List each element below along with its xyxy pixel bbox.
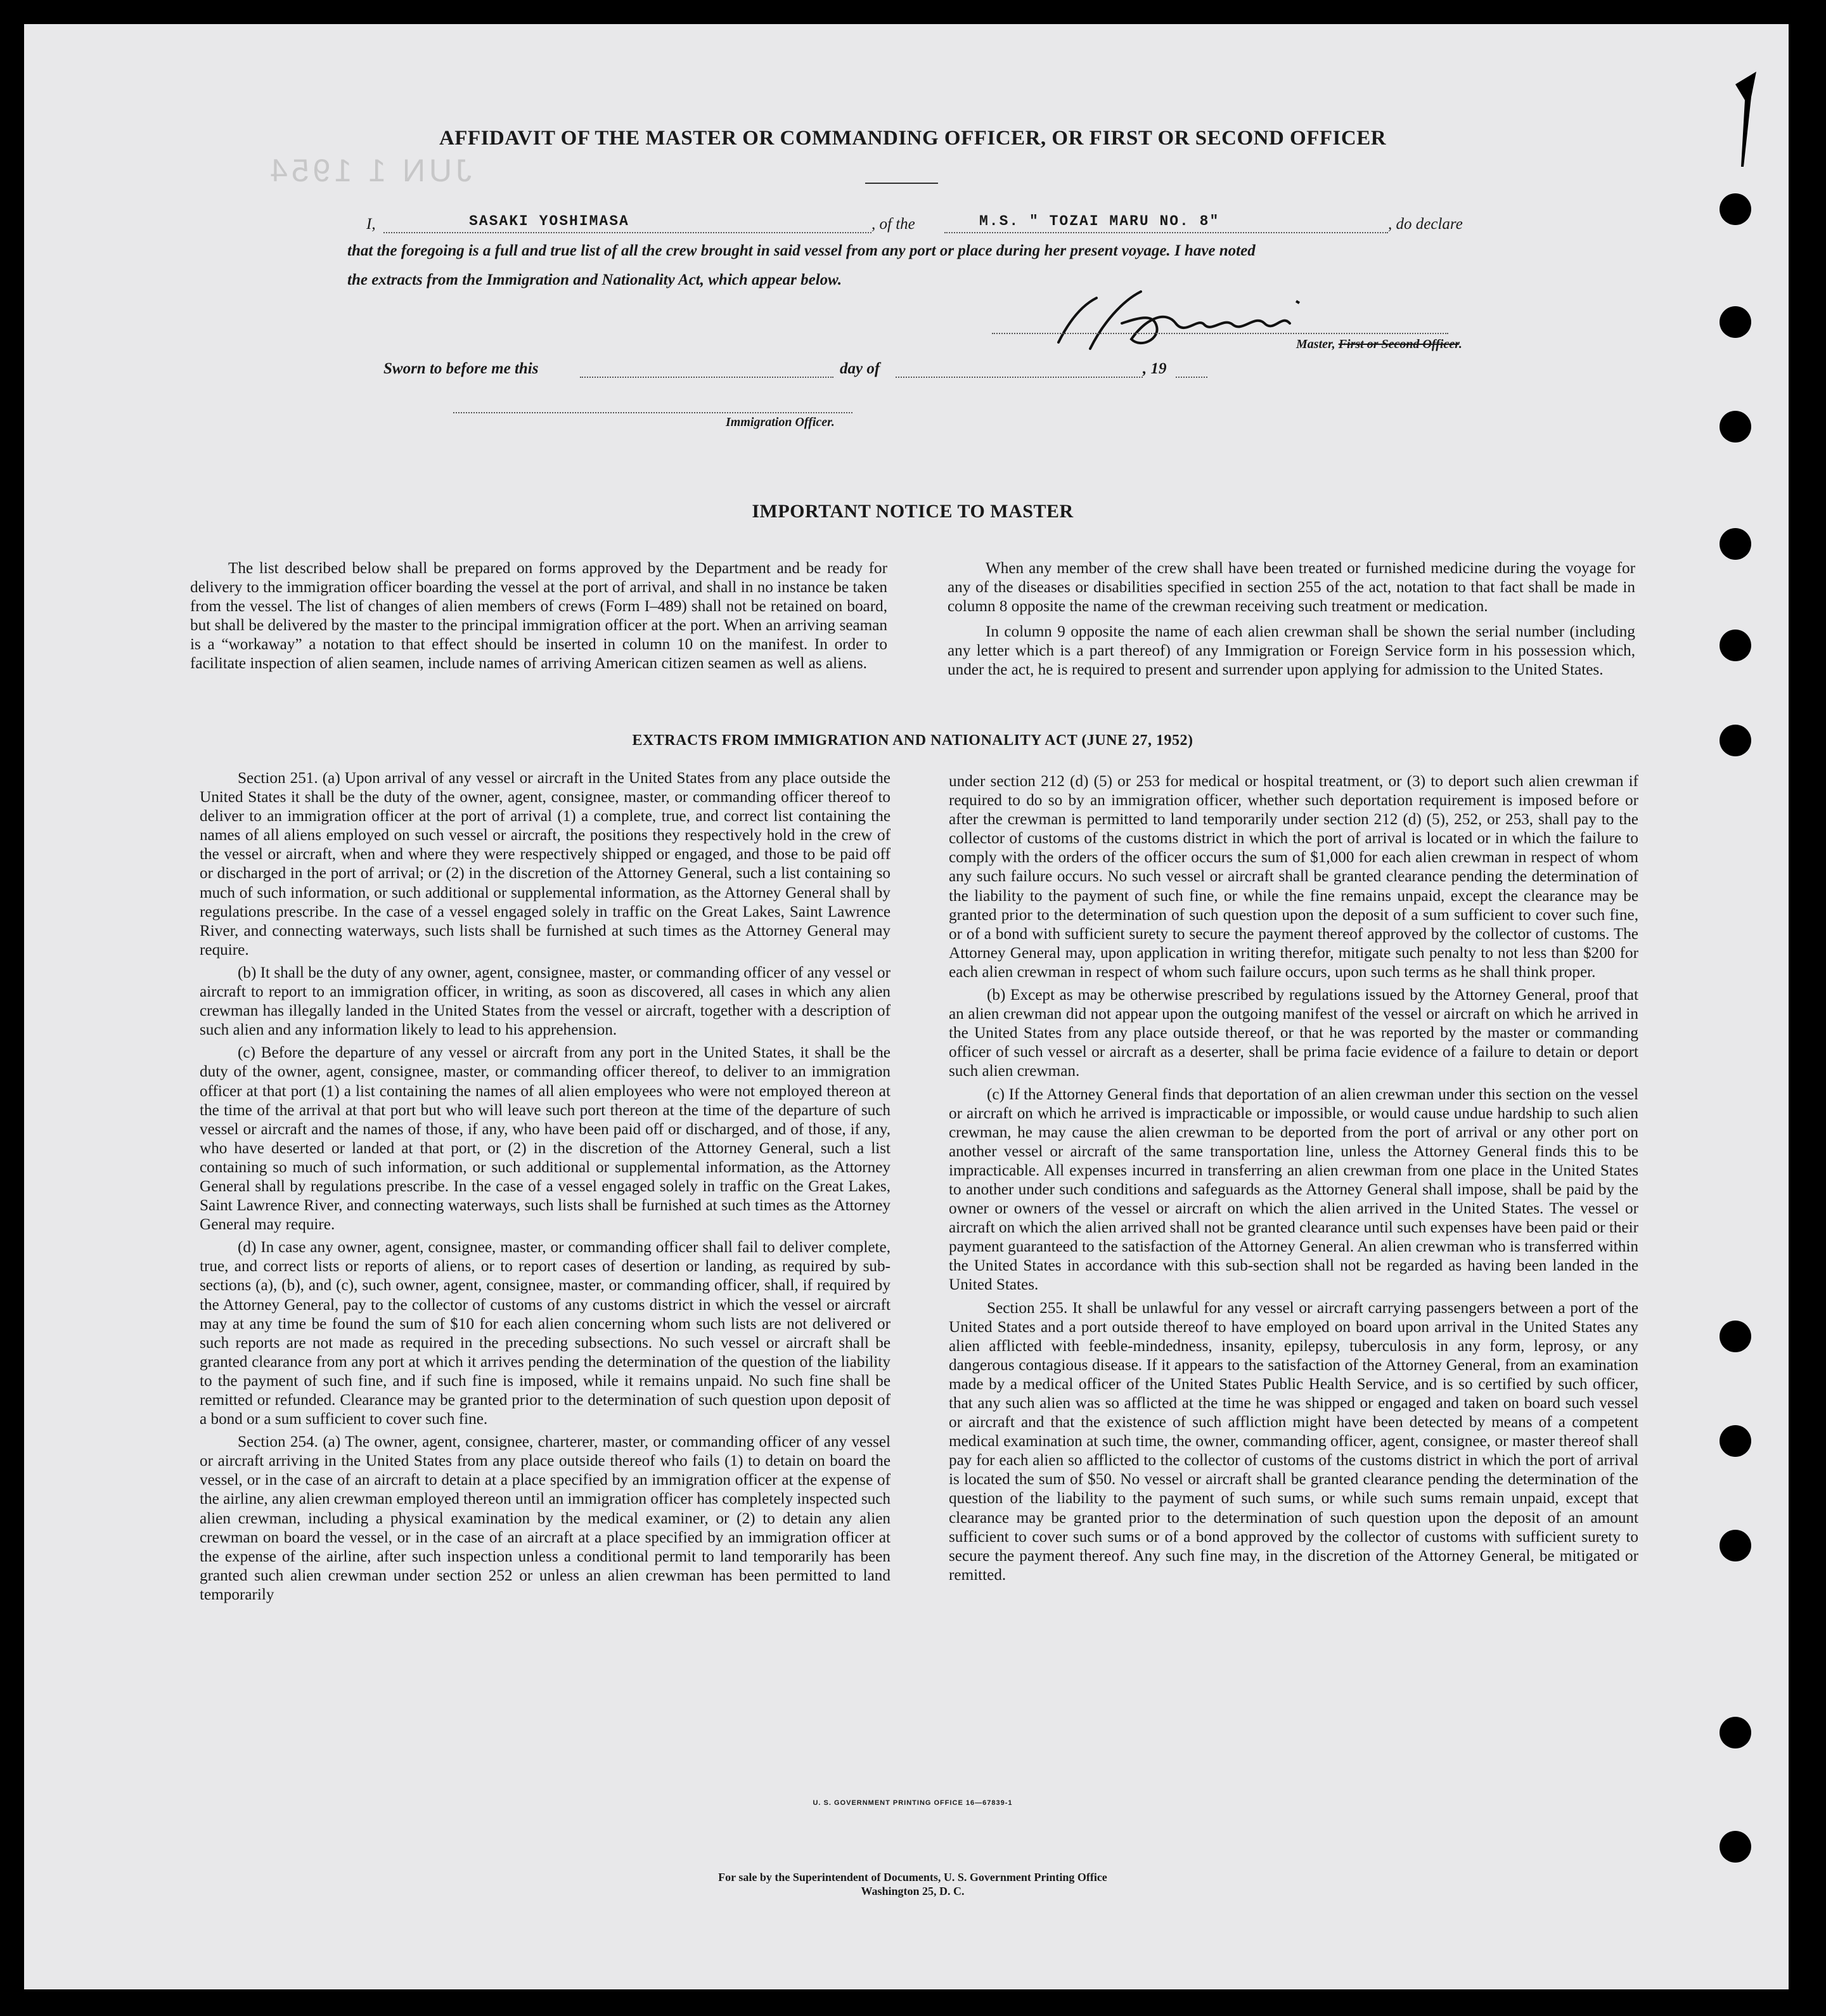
affidavit-title: AFFIDAVIT OF THE MASTER OR COMMANDING OFFICER, OR FIRST OR SECOND OFFICER — [439, 127, 1387, 150]
immigration-officer-caption: Immigration Officer. — [726, 415, 835, 429]
section-251-b: (b) It shall be the duty of any owner, agent, consignee, master, or commanding officer of any vessel or aircraft to report to an immigration officer, in writing, as soon as discovered, all cases in which any alien crewman has illegally landed in the United States from the vessel or aircraft, together with a description of such alien and any information likely to lead to his apprehension. — [200, 964, 890, 1039]
sale-notice-line-1: For sale by the Superintendent of Documents, U. S. Government Printing Office — [718, 1871, 1107, 1884]
extracts-right-column — [949, 772, 1638, 1589]
notice-heading: IMPORTANT NOTICE TO MASTER — [752, 501, 1074, 522]
title-rule — [865, 183, 938, 184]
punch-hole — [1720, 411, 1751, 443]
sworn-label: Sworn to before me this — [383, 360, 539, 377]
of-the-label: , of the — [871, 216, 915, 233]
signature-line — [992, 333, 1448, 334]
sale-notice — [0, 1870, 1825, 1898]
section-254-a-continued: under section 212 (d) (5) or 253 for medical or hospital treatment, or (3) to deport such alien crewman if required to do so by an immigration officer, whether such deportation requirement is imposed before or after the crewman is permitted to land temporarily under section 212 (d) (5), 252, or 253, shall pay to the collector of customs of the customs district in which the port of arrival is located or in which the failure to comply with the orders of the officer occurs the sum of $1,000 for each alien crewman in respect of whom any such failure occurs. No such vessel or aircraft shall be granted clearance pending the determination of the liability to the payment of such fine, or while the fine remains unpaid, except the clearance may be granted prior to the determination of such question upon the deposit of a sum sufficient to cover such fine, or of a bond with sufficient surety to secure the payment thereof approved by the collector of customs. The Attorney General may, upon application in writing therefor, mitigate such penalty to not less than $200 for each alien crewman in respect of whom such failure occurs, upon such terms as he shall think proper. — [949, 773, 1638, 981]
punch-hole — [1720, 1425, 1751, 1457]
notice-left-paragraph: The list described below shall be prepared on forms approved by the Department and be ready for delivery to the immigration officer boarding the vessel at the port of arrival, and shall in no instance be taken from the vessel. The list of changes of alien members of crews (Form I–489) shall not be retained on board, but shall be delivered by the master to the principal immigration officer at the port. When an arriving seaman is a “workaway” a notation to that effect should be inserted in column 10 on the manifest. In order to facilitate inspection of alien seamen, include names of arriving American citizen seamen as well as aliens. — [190, 560, 887, 673]
notice-right-column — [948, 559, 1635, 684]
punch-hole — [1720, 1530, 1751, 1561]
name-field-line — [383, 232, 871, 233]
notice-right-paragraph-2: In column 9 opposite the name of each alien crewman shall be shown the serial number (including any letter which is a part thereof) of any Immigration or Foreign Service form in his possession which, under the act, he is required to present and surrender upon applying for admission to the United States. — [948, 623, 1635, 679]
punch-hole — [1720, 630, 1751, 661]
section-254-b: (b) Except as may be otherwise prescribed by regulations issued by the Attorney General, proof that an alien crewman did not appear upon the outgoing manifest of the vessel or aircraft on which he arrived in the United States from any place outside thereof, or that he was reported by the master or commanding officer of such vessel or aircraft as a deserter, shall be prima facie evidence of a failure to detain or deport such alien crewman. — [949, 986, 1638, 1080]
punch-hole — [1720, 1321, 1751, 1352]
section-251-a: Section 251. (a) Upon arrival of any vessel or aircraft in the United States from any place outside the United States it shall be the duty of the owner, agent, consignee, master, or commanding officer thereof to deliver to an immigration officer at the port of arrival (1) a complete, true, and correct list containing the names of all aliens employed on such vessel or aircraft, the positions they respectively hold in the crew of the vessel or aircraft, when and where they were respectively shipped or engaged, and those to be paid off or discharged in the port of arrival; or (2) in the discretion of the Attorney General, such a list containing so much of such information, or such additional or supplemental information, as the Attorney General shall by regulations prescribe. In the case of a vessel engaged solely in traffic on the Great Lakes, Saint Lawrence River, and connecting waterways, such lists shall be furnished at such times as the Attorney General may require. — [200, 770, 890, 959]
do-declare-label: , do declare — [1388, 216, 1463, 233]
extracts-left-column — [200, 769, 890, 1608]
section-254-c: (c) If the Attorney General finds that deportation of an alien crewman under this section on the vessel or aircraft on which he arrived is impracticable or impossible, or would cause undue hardship to such alien crewman, he may cause the alien crewman to be deported from the port of arrival or any other port on another vessel or aircraft of the same transportation line, unless the Attorney General finds this to be impracticable. All expenses incurred in transferring an alien crewman from one place in the United States to another under such conditions and safeguards as the Attorney General shall impose, shall be paid by the owner or owners of the vessel or aircraft on which the alien arrived in the United States. The vessel or aircraft on which the alien arrived shall not be granted clearance until such expenses have been paid or their payment guaranteed to the satisfaction of the Attorney General. An alien crewman who is transferred within the United States in accordance with this sub-section shall not be regarded as having been landed in the United States. — [949, 1085, 1638, 1294]
declaration-line-3: the extracts from the Immigration and Nationality Act, which appear below. — [347, 271, 842, 288]
i-label: I, — [366, 216, 376, 233]
punch-hole — [1720, 1831, 1751, 1863]
sworn-year-line — [1176, 377, 1207, 378]
punch-hole — [1720, 306, 1751, 338]
immigration-officer-line — [453, 412, 852, 413]
section-251-c: (c) Before the departure of any vessel or aircraft from any port in the United States, it shall be the duty of the owner, agent, consignee, master, or commanding officer thereof, to deliver to an immigration officer at that port (1) a list containing the names of all alien employees who were not employed thereon at the time of the arrival at that port but who will leave such port thereon at the time of the departure of such vessel or aircraft and the names of those, if any, who have been paid off or discharged, and of those, if any, who have deserted or landed at that port, or (2) in the discretion of the Attorney General, such a list containing so much of such information, or such additional or supplemental information, as the Attorney General shall by regulations prescribe. In the case of a vessel engaged solely in traffic on the Great Lakes, Saint Lawrence River, and connecting waterways, such lists shall be furnished at such times as the Attorney General may require. — [200, 1044, 890, 1234]
punch-hole — [1720, 1717, 1751, 1748]
extracts-heading: EXTRACTS FROM IMMIGRATION AND NATIONALITY ACT (JUNE 27, 1952) — [632, 732, 1193, 749]
declaration-line-2: that the foregoing is a full and true list of all the crew brought in said vessel from any port or place during her present voyage. I have noted — [347, 242, 1256, 259]
day-of-label: day of — [840, 360, 880, 377]
received-stamp: JUN 1 1954 — [266, 153, 472, 188]
section-254-a: Section 254. (a) The owner, agent, consignee, charterer, master, or commanding officer of any vessel or aircraft arriving in the United States from any place outside thereof who fails (1) to detain on board the vessel, or in the case of an aircraft to detain at a place specified by an immigration officer at the expense of the airline, any alien crewman employed thereon until an immigration officer has completely inspected such alien crewman, including a physical examination by the medical examiner, or (2) to detain any alien crewman on board the vessel, or in the case of an aircraft at a place specified by an immigration officer at the expense of the airline, after such inspection unless a conditional permit to land temporarily has been granted such alien crewman under section 252 or unless an alien crewman has been permitted to land temporarily — [200, 1433, 890, 1603]
name-field[interactable]: SASAKI YOSHIMASA — [469, 213, 629, 229]
sworn-date-line — [580, 377, 833, 378]
signature-caption: Master, First or Second Officer. — [1296, 337, 1462, 351]
section-251-d: (d) In case any owner, agent, consignee, master, or commanding officer shall fail to deliver complete, true, and correct lists or reports of aliens, or to report cases of desertion or landing, as required by sub-sections (a), (b), and (c), such owner, agent, consignee, master, or commanding officer, shall, if required by the Attorney General, pay to the collector of customs of any customs district in which the vessel or aircraft may at any time be found the sum of $10 for each alien concerning whom such lists are not delivered or such reports are not made as required in the preceding subsections. No such vessel or aircraft shall be granted clearance from any port at which it arrives pending the determination of the question of the liability to the payment of such fine, and if such fine is imposed, while it remains unpaid. No such fine shall be remitted or refunded. Clearance may be granted prior to the determination of such question upon deposit of a bond or a sum sufficient to cover such fine. — [200, 1239, 890, 1428]
corner-mark — [1732, 72, 1758, 167]
sworn-month-line — [896, 377, 1143, 378]
sale-notice-line-2: Washington 25, D. C. — [861, 1885, 965, 1897]
section-255: Section 255. It shall be unlawful for any vessel or aircraft carrying passengers between a port of the United States and a port outside thereof to have employed on board upon arrival in the United States any alien afflicted with feeble-mindedness, insanity, epilepsy, tuberculosis in any form, leprosy, or any dangerous contagious disease. If it appears to the satisfaction of the Attorney General, from an examination made by a medical officer of the United States Public Health Service, and is so certified by such officer, that any such alien was so afflicted at the time he was shipped or engaged and taken on board such vessel or aircraft and that the existence of such affliction might have been detected by means of a competent medical examination at such time, the owner, commanding officer, agent, consignee, or master thereof shall pay for each alien so afflicted to the collector of customs of the customs district in which the port of arrival is located the sum of $50. No vessel or aircraft shall be granted clearance pending the determination of the question of the liability to the payment of such sums, or while such sums remain unpaid, except that clearance may be granted prior to the determination of such question upon the deposit of an amount sufficient to cover such sums or of a bond approved by the collector of customs with sufficient surety to secure the payment thereof. Any such fine may, in the discretion of the Attorney General, be mitigated or remitted. — [949, 1299, 1638, 1584]
year-label: , 19 — [1143, 360, 1167, 377]
printing-office-line: U. S. GOVERNMENT PRINTING OFFICE 16—67839-1 — [813, 1799, 1013, 1807]
vessel-field[interactable]: M.S. " TOZAI MARU NO. 8" — [979, 213, 1220, 229]
vessel-field-line — [944, 232, 1388, 233]
notice-left-column — [190, 559, 887, 678]
notice-right-paragraph-1: When any member of the crew shall have been treated or furnished medicine during the voyage for any of the diseases or disabilities specified in section 255 of the act, notation to that fact shall be made in column 8 opposite the name of the crewman receiving such treatment or medication. — [948, 560, 1635, 616]
punch-hole — [1720, 193, 1751, 225]
punch-hole — [1720, 528, 1751, 560]
